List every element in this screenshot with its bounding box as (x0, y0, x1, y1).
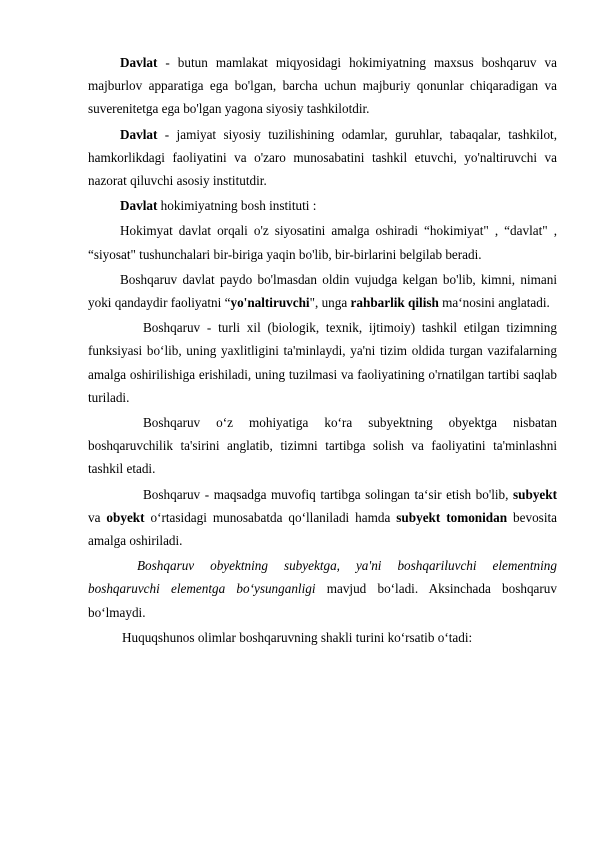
paragraph-boshqaruv-forms (88, 626, 557, 649)
paragraph-hokimiyat (88, 219, 557, 265)
bold-term: Davlat (120, 198, 158, 214)
text-run: mavjud bo‘ladi. Aksinchada boshqaruv bo‘lmaydi. (88, 581, 557, 620)
text-run: Boshqaruv - turli xil (biologik, texnik, ijtimoiy) tashkil etilgan tizimning funksiyasi bo‘lib, uning yaxlitligini ta'minlaydi, ya'ni tizim oldida turgan vazifalarning amalga oshirilishiga erishiladi, uning tuzilmasi va faoliyatining o'rnatilgan tartibi saqlab turiladi. (88, 320, 557, 405)
text-run: bevosita amalga oshiriladi. (88, 509, 557, 549)
italic-text: Boshqaruv obyektning subyektga, ya'ni boshqariluvchi elementning boshqaruvchi elementga bo‘ysunganligi (88, 558, 557, 597)
paragraph-davlat-definition (88, 51, 557, 121)
bold-term: subyekt tomonidan (396, 509, 508, 525)
bold-term: Davlat (120, 55, 158, 70)
bold-term: obyekt (106, 509, 145, 525)
paragraph-boshqaruv-function (88, 316, 557, 409)
bold-term: rahbarlik qilish (350, 295, 439, 311)
bold-term: Davlat (120, 126, 158, 142)
paragraph-davlat-main-institute (88, 194, 557, 217)
paragraph-boshqaruv-subordination (88, 554, 557, 624)
text-run: Hokimyat davlat orqali o'z siyosatini amalga oshiradi “hokimiyat" , “davlat" , “siyosat" tushunchalari bir-biriga yaqin bo'lib, bir-birlarini belgilab beradi. (88, 223, 557, 262)
text-run: Boshqaruv o‘z mohiyatiga ko‘ra subyektning obyektga nisbatan boshqaruvchilik ta'sirini anglatib, tizimni tartibga solish va faoliyatini ta'minlashni tashkil etadi. (88, 415, 557, 477)
bold-term: subyekt (513, 486, 557, 502)
text-run: ma‘nosini anglatadi. (438, 295, 550, 311)
text-run: va (88, 509, 107, 525)
paragraph-davlat-institute (88, 123, 557, 193)
text-run: Huquqshunos olimlar boshqaruvning shakli turini ko‘rsatib o‘tadi: (122, 629, 473, 645)
bold-term: yo'naltiruvchi (230, 295, 310, 311)
paragraph-boshqaruv-essence (88, 411, 557, 481)
text-run: ", unga (309, 295, 351, 311)
text-run: - jamiyat siyosiy tuzilishining odamlar, guruhlar, tabaqalar, tashkilot, hamkorlikdagi faoliyatini va o'zaro munosabatini tashkil etuvchi, yo'naltiruvchi va nazorat qiluvchi asosiy institutdir. (88, 126, 557, 189)
text-run: hokimiyatning bosh instituti : (157, 198, 317, 214)
text-run: Boshqaruv davlat paydo bo'lmasdan oldin vujudga kelgan bo'lib, kimni, nimani yoki qandaydir faoliyatni “ (88, 271, 557, 311)
paragraph-boshqaruv-origin (88, 268, 557, 314)
text-run: Boshqaruv - maqsadga muvofiq tartibga solingan ta‘sir etish bo'lib, (143, 486, 514, 502)
paragraph-boshqaruv-influence (88, 483, 557, 553)
text-run: o‘rtasidagi munosabatda qo‘llaniladi hamda (144, 509, 397, 525)
text-run: - butun mamlakat miqyosidagi hokimiyatning maxsus boshqaruv va majburlov apparatiga ega bo'lgan, barcha uchun majburiy qonunlar chiqaradigan va suverenitetga ega bo'lgan yagona siyosiy tashkilotdir. (88, 55, 557, 117)
